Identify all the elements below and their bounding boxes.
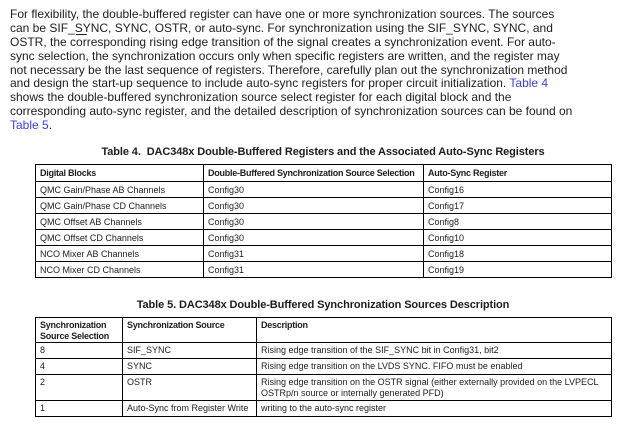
paragraph-line	[10, 119, 638, 133]
table-cell: Config18	[424, 246, 612, 262]
table-cell: Config31	[204, 262, 424, 278]
column-header: Synchronization Source Selection	[36, 318, 123, 343]
table-cell: Config30	[204, 182, 424, 198]
column-header: Description	[257, 318, 612, 343]
paragraph-text: .	[48, 118, 53, 133]
table-cell: Config8	[424, 214, 612, 230]
table-cell: Rising edge transition on the OSTR signal (either externally provided on the LVPECL OSTRp/n source or internally generated PFD)	[257, 375, 612, 401]
table-header-row	[36, 318, 612, 343]
overlined-text: $\overline{or}$	[76, 34, 87, 49]
paragraph-text: For flexibility, the double-buffered register can have one or more synchronization sources. The sources	[10, 7, 555, 21]
column-header: Auto-Sync Register	[424, 165, 612, 182]
table-row	[36, 230, 612, 246]
column-header: Digital Blocks	[36, 165, 204, 182]
table-cell: QMC Offset CD Channels	[36, 230, 204, 246]
paragraph-text: not necessary be the last sequence of registers. Therefore, carefully plan out the synchronization method	[10, 62, 568, 77]
table-cell: NCO Mixer CD Channels	[36, 262, 204, 278]
paragraph-line	[10, 91, 638, 105]
table-row	[36, 246, 612, 262]
table-cell: QMC Offset AB Channels	[36, 214, 204, 230]
paragraph-line	[10, 64, 638, 78]
table-cell: Config10	[424, 230, 612, 246]
paragraph-line	[10, 22, 638, 36]
table-row	[36, 359, 612, 375]
table-cell: Rising edge transition of the SIF_SYNC bit in Config31, bit2	[257, 343, 612, 359]
table-row	[36, 214, 612, 230]
table5-title: Table 5. DAC348x Double-Buffered Synchronization Sources Description	[136, 299, 510, 311]
table4-reference-link[interactable]: Table 4	[509, 76, 549, 91]
paragraph-line	[10, 50, 638, 64]
paragraph-line	[10, 105, 638, 119]
column-header: Double-Buffered Synchronization Source Selection	[204, 165, 424, 182]
paragraph-text: sync selection, the synchronization occurs only when specific registers are written, and the register may	[10, 48, 560, 63]
table-cell: 1	[36, 401, 123, 417]
table-cell: SYNC	[123, 359, 257, 375]
table-row	[36, 198, 612, 214]
table-cell: SIF_SYNC	[123, 343, 257, 359]
table-cell: OSTR	[123, 375, 257, 401]
table4	[35, 164, 612, 278]
table-cell: 2	[36, 375, 123, 401]
table4-title: Table 4. DAC348x Double-Buffered Registers and the Associated Auto-Sync Registers	[101, 146, 545, 158]
table-cell: Config30	[204, 198, 424, 214]
table5-reference-link[interactable]: Table 5	[10, 118, 49, 133]
table-cell: Config19	[424, 262, 612, 278]
table-cell: Config30	[204, 230, 424, 246]
table-cell: Config16	[424, 182, 612, 198]
table-cell: Config17	[424, 198, 612, 214]
paragraph-text: shows the double-buffered synchronization source select register for each digital block and the	[10, 90, 512, 105]
table-row	[36, 375, 612, 401]
paragraph-text: OSTR, the c	[10, 34, 77, 49]
paragraph-line	[10, 8, 638, 22]
table-cell: Auto-Sync from Register Write	[123, 401, 257, 417]
table-cell: Rising edge transition on the LVDS SYNC. FIFO must be enabled	[257, 359, 612, 375]
table5	[35, 317, 612, 417]
table-cell: writing to the auto-sync register	[257, 401, 612, 417]
paragraph-line	[10, 77, 638, 91]
table-cell: QMC Gain/Phase AB Channels	[36, 182, 204, 198]
paragraph-text: can be SIF_SYNC, SYNC, OSTR, or auto-sync. For synchronization using the SIF_SYNC, SYNC, and	[10, 20, 553, 35]
table-cell: NCO Mixer AB Channels	[36, 246, 204, 262]
table-header-row	[36, 165, 612, 182]
table-cell: Config30	[204, 214, 424, 230]
table-cell: QMC Gain/Phase CD Channels	[36, 198, 204, 214]
table-row	[36, 343, 612, 359]
column-header: Synchronization Source	[123, 318, 257, 343]
paragraph-text: and design the start-up sequence to include auto-sync registers for proper circuit initialization.	[10, 76, 510, 91]
table-row	[36, 401, 612, 417]
paragraph-text: corresponding auto-sync register, and the detailed description of synchronization sources can be found on	[10, 104, 573, 119]
body-paragraph	[10, 8, 638, 133]
paragraph-text: responding rising edge transition of the signal creates a synchronization event. For auto-	[86, 34, 556, 49]
paragraph-line	[10, 36, 638, 50]
table-cell: Config31	[204, 246, 424, 262]
table-cell: 4	[36, 359, 123, 375]
table-row	[36, 262, 612, 278]
table-row	[36, 182, 612, 198]
table-cell: 8	[36, 343, 123, 359]
